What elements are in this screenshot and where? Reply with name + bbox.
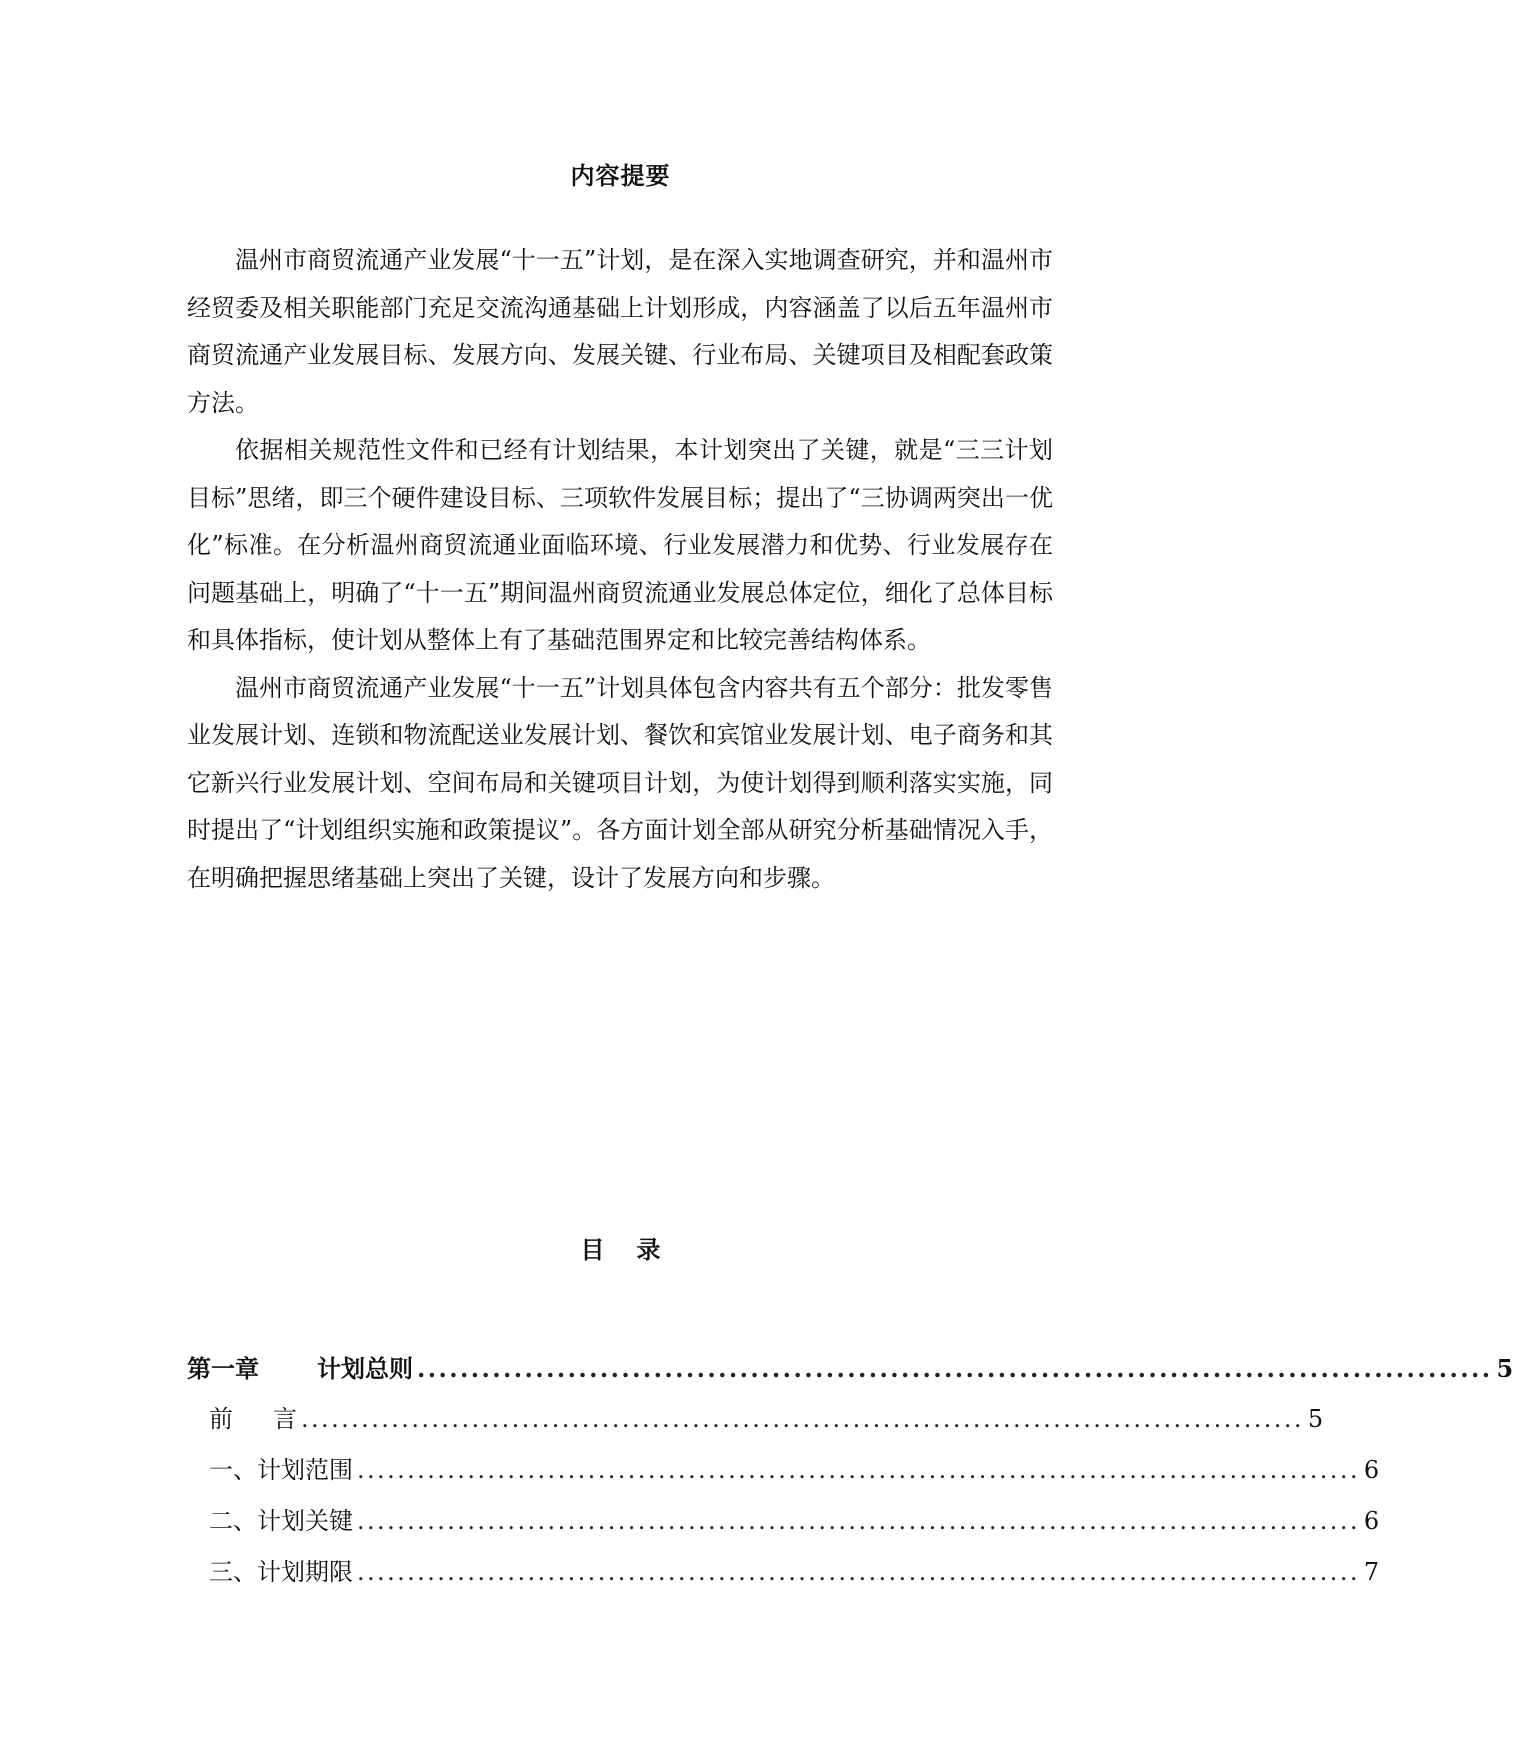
toc-page-number: 7 <box>1363 1558 1380 1586</box>
summary-paragraph: 温州市商贸流通产业发展“十一五”计划，是在深入实地调查研究，并和温州市经贸委及相关职能部门充足交流沟通基础上计划形成，内容涵盖了以后五年温州市商贸流通产业发展目标、发展方向、发展关键、行业布局、关键项目及相配套政策方法。 <box>187 246 1053 417</box>
toc-title-char: 录 <box>636 1235 661 1264</box>
table-of-contents <box>187 1343 1513 1598</box>
toc-leader-dots: .................................................................................................... <box>417 1354 1493 1383</box>
toc-leader-dots: .................................................................................................... <box>357 1507 1360 1535</box>
toc-page-number: 6 <box>1363 1507 1380 1535</box>
toc-entry-label <box>209 1394 297 1445</box>
toc-entry-label: 二、计划关键 <box>209 1507 353 1535</box>
summary-paragraph: 温州市商贸流通产业发展“十一五”计划具体包含内容共有五个部分：批发零售业发展计划、连锁和物流配送业发展计划、餐饮和宾馆业发展计划、电子商务和其它新兴行业发展计划、空间布局和关键项目计划，为使计划得到顺利落实实施，同时提出了“计划组织实施和政策提议”。各方面计划全部从研究分析基础情况入手，在明确把握思绪基础上突出了关键，设计了发展方向和步骤。 <box>187 673 1053 892</box>
toc-entry-label: 三、计划期限 <box>209 1558 353 1586</box>
foreword-char: 言 <box>273 1405 297 1433</box>
summary-body <box>187 237 1053 902</box>
foreword-char: 前 <box>209 1405 233 1433</box>
toc-leader-dots: .................................................................................................... <box>301 1405 1304 1433</box>
toc-entry-label: 一、计划范围 <box>209 1456 353 1484</box>
toc-entry-section[interactable] <box>187 1547 1380 1598</box>
toc-title <box>0 1234 1241 1266</box>
toc-entry-foreword[interactable] <box>187 1394 1324 1445</box>
toc-title-char: 目 <box>580 1235 605 1264</box>
toc-page-number: 5 <box>1496 1354 1513 1383</box>
chapter-title: 计划总则 <box>317 1354 413 1383</box>
toc-leader-dots: .................................................................................................... <box>357 1558 1360 1586</box>
toc-page-number: 5 <box>1307 1405 1324 1433</box>
chapter-number: 第一章 <box>187 1354 259 1383</box>
toc-entry-section[interactable] <box>187 1445 1380 1496</box>
summary-title: 内容提要 <box>570 161 671 190</box>
toc-entry-chapter-1[interactable] <box>187 1343 1513 1394</box>
toc-leader-dots: .................................................................................................... <box>357 1456 1360 1484</box>
toc-entry-label <box>187 1343 413 1394</box>
toc-entry-section[interactable] <box>187 1496 1380 1547</box>
toc-page-number: 6 <box>1363 1456 1380 1484</box>
summary-paragraph: 依据相关规范性文件和已经有计划结果，本计划突出了关键，就是“三三计划目标”思绪，即三个硬件建设目标、三项软件发展目标；提出了“三协调两突出一优化”标准。在分析温州商贸流通业面临环境、行业发展潜力和优势、行业发展存在问题基础上，明确了“十一五”期间温州商贸流通业发展总体定位，细化了总体目标和具体指标，使计划从整体上有了基础范围界定和比较完善结构体系。 <box>187 436 1053 654</box>
